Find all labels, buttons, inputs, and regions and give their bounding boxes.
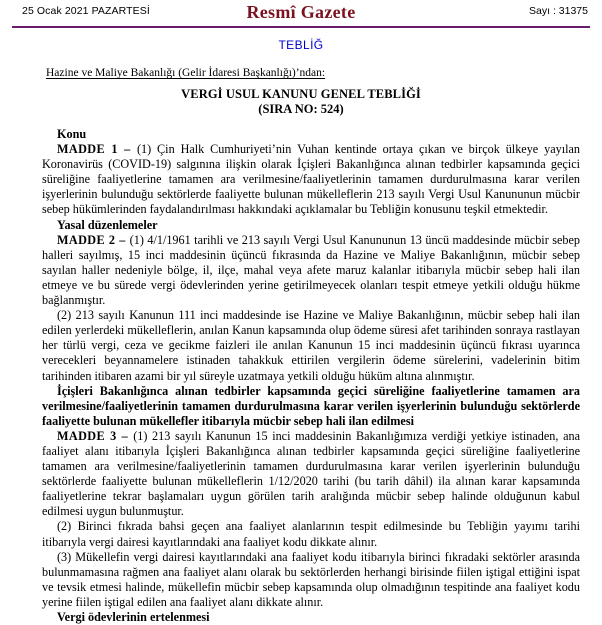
paragraph-madde-2-fikra-2: (2) 213 sayılı Kanunun 111 inci maddesinde ise Hazine ve Maliye Bakanlığının, mücbir sebep hali ilan edilen yerlerdeki mükelleflerin, anılan Kanun kapsamında olup ödeme süresi afet tarihinden sonraya rastlayan her türlü vergi, ceza ve gecikme faizleri ile anılan Kanunun 15 inci maddesinin üçüncü fıkrası uyarınca verecekleri beyannamelere istinaden tahakkuk ettirilen vergilerin ödeme sürelerini, vadelerinin bitim tarihinden itibaren azami bir yıl süreyle uzatmaya yetkili olduğu hüküm altına alınmıştır. (42, 308, 580, 383)
gazette-title: Resmî Gazete (246, 2, 356, 22)
publication-date: 25 Ocak 2021 PAZARTESİ (22, 5, 150, 17)
madde-1-lead: MADDE 1 – (57, 142, 137, 157)
document-body (42, 127, 580, 625)
masthead (0, 0, 602, 28)
issuer-line-wrap (0, 52, 602, 81)
masthead-divider (12, 26, 590, 28)
madde-1-text: (1) Çin Halk Cumhuriyeti’nin Vuhan kentinde ortaya çıkan ve birçok ülkeye yayılan Koronavirüs (COVID-19) salgınına ilişkin olarak İçişleri Bakanlığınca alınan tedbirler kapsamında geçici süreliğine faaliyetlerine tamamen ara verilmesine/faaliyetlerinin tamamen durdurulmasına karar verilen işyerlerinin bulunduğu sektörlerde faaliyette bulunan mükelleflerin 213 sayılı Vergi Usul Kanununun mücbir sebep hükümlerinden faydalandırılması hakkındaki açıklamalar bu Tebliğin konusunu teşkil etmektedir. (42, 142, 580, 217)
paragraph-madde-3-fikra-2: (2) Birinci fıkrada bahsi geçen ana faaliyet alanlarının tespit edilmesinde bu Tebliğin yayımı tarihi itibarıyla vergi dairesi kayıtlarındaki ana faaliyet kodu dikkate alınır. (42, 519, 580, 549)
madde-3-lead: MADDE 3 – (57, 428, 134, 443)
heading-konu: Konu (57, 127, 87, 141)
issue-number: Sayı : 31375 (529, 5, 588, 17)
paragraph-madde-3-fikra-3: (3) Mükellefin vergi dairesi kayıtlarındaki ana faaliyet kodu itibarıyla birinci fıkradaki sektörler arasında bulunmamasına rağmen ana faaliyet alanı olarak bu sektörlerden herhangi birisinde fiilen iştigal ettiğini ispat ve tevsik etmesi halinde, mükellefin mücbir sebep kapsamında olup olmadığının tespitinde ana faaliyet kodu yerine fiilen iştigal edilen ana faaliyet alanı dikkate alınır. (42, 549, 580, 609)
document-title: VERGİ USUL KANUNU GENEL TEBLİĞİ (181, 87, 421, 101)
section-label: TEBLİĞ (278, 38, 324, 52)
paragraph-madde-1 (42, 142, 580, 217)
heading-yasal-duzenlemeler: Yasal düzenlemeler (57, 217, 158, 232)
paragraph-madde-2 (42, 233, 580, 308)
madde-2-text: (1) 4/1/1961 tarihli ve 213 sayılı Vergi Usul Kanununun 13 üncü maddesinde mücbir sebep halleri sayılmış, 15 inci maddesinin üçüncü fıkrasında da Hazine ve Maliye Bakanlığının, mücbir sebep sayılan haller nedeniyle bölge, il, ilçe, mahal veya afete maruz kalanlar itibarıyla mücbir sebep hali ilan etmeye ve bu sürede vergi ödevlerinden yerine getirilmeyecek olanları tespit etmeye yetkili olduğu hükme bağlanmıştır. (42, 232, 580, 308)
heading-vergi-odevlerinin-ertelenmesi: Vergi ödevlerinin ertelenmesi (57, 610, 210, 624)
madde-2-lead: MADDE 2 – (57, 232, 130, 247)
madde-3-text: (1) 213 sayılı Kanunun 15 inci maddesinin Bakanlığımıza verdiği yetkiye istinaden, ana faaliyet alanı itibarıyla İçişleri Bakanlığınca alınan tedbirler kapsamında geçici süreliğine faaliyetlerine tamamen ara verilmesine/faaliyetlerinin tamamen durdurulmasına karar verilen işyerlerinin bulunduğu sektörlerde faaliyette bulunan mükelleflerin 1/12/2020 tarihi (bu tarih dâhil) ila alınan karar kapsamında faaliyetlerine tekrar başlamaları uygun görülen tarih aralığında mücbir sebep halinde olduğunun kabul edilmesi uygun bulunmuştur. (42, 428, 580, 519)
paragraph-madde-3 (42, 429, 580, 520)
issuer-line: Hazine ve Maliye Bakanlığı (Gelir İdaresi Başkanlığı)’ndan: (46, 67, 326, 79)
heading-mucbir-sebep-ilani: İçişleri Bakanlığınca alınan tedbirler kapsamında geçici süreliğine faaliyetlerine tamamen ara verilmesine/faaliyetlerinin tamamen durdurulmasına karar verilen işyerlerinin bulunduğu sektörlerde faaliyette bulunan mükellefler itibarıyla mücbir sebep hali ilan edilmesi (42, 383, 580, 428)
document-subtitle: (SIRA NO: 524) (258, 102, 344, 116)
